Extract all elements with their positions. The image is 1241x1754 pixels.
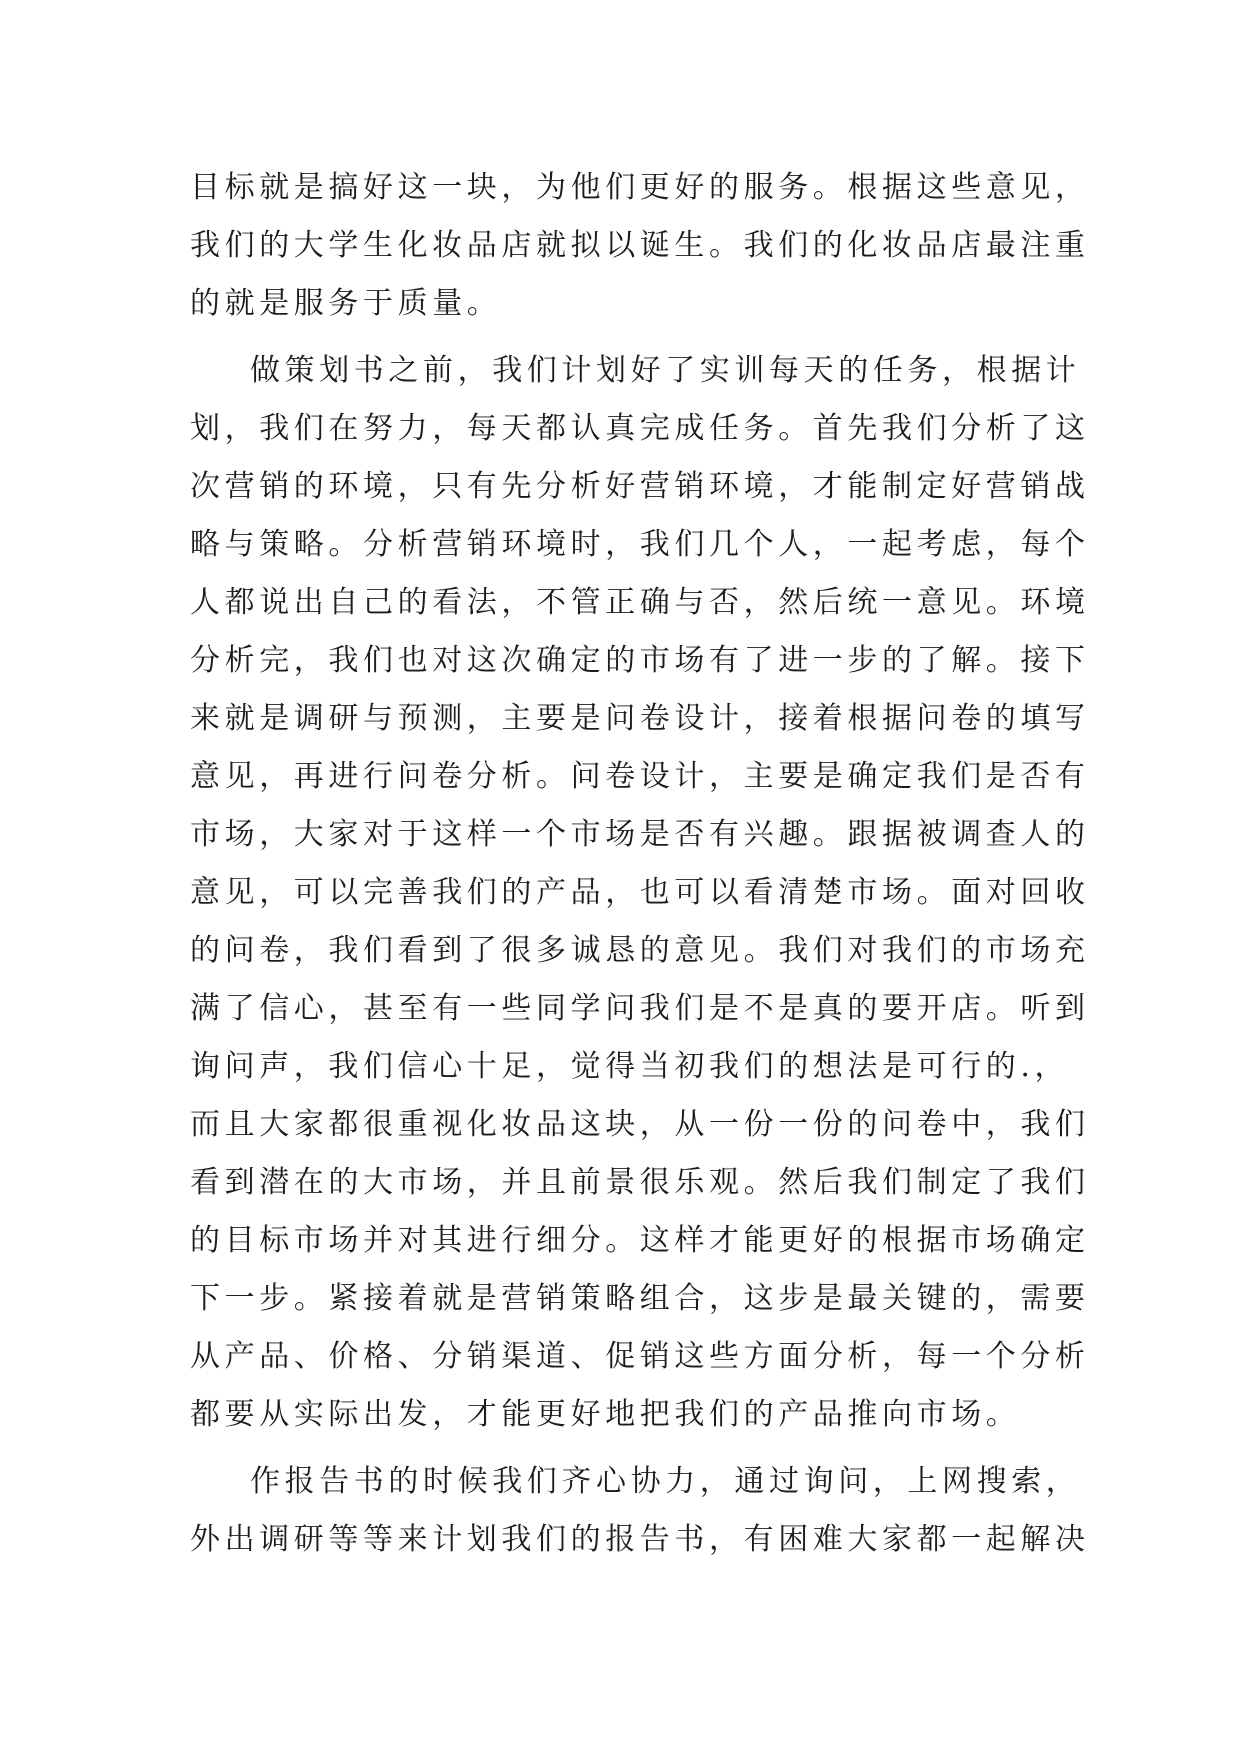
text-line: 的目标市场并对其进行细分。这样才能更好的根据市场确定	[190, 1223, 1090, 1258]
text-line: 做策划书之前，我们计划好了实训每天的任务，根据计	[250, 353, 1081, 388]
text-line: 询问声，我们信心十足，觉得当初我们的想法是可行的.，	[190, 1049, 1070, 1084]
text-line: 作报告书的时候我们齐心协力，通过询问，上网搜索，	[250, 1464, 1081, 1499]
text-line: 意见，可以完善我们的产品，也可以看清楚市场。面对回收	[190, 875, 1090, 910]
text-line: 外出调研等等来计划我们的报告书，有困难大家都一起解决	[190, 1522, 1090, 1557]
text-line: 意见，再进行问卷分析。问卷设计，主要是确定我们是否有	[190, 759, 1090, 794]
text-line: 市场，大家对于这样一个市场是否有兴趣。跟据被调查人的	[190, 817, 1090, 852]
text-line: 看到潜在的大市场，并且前景很乐观。然后我们制定了我们	[190, 1165, 1090, 1200]
paragraph-spacing	[190, 1444, 1060, 1453]
text-line: 来就是调研与预测，主要是问卷设计，接着根据问卷的填写	[190, 701, 1090, 736]
text-line: 的问卷，我们看到了很多诚恳的意见。我们对我们的市场充	[190, 933, 1090, 968]
text-line: 的就是服务于质量。	[190, 286, 502, 321]
text-line: 分析完，我们也对这次确定的市场有了进一步的了解。接下	[190, 643, 1090, 678]
text-line: 略与策略。分析营销环境时，我们几个人，一起考虑，每个	[190, 527, 1090, 562]
text-line: 满了信心，甚至有一些同学问我们是不是真的要开店。听到	[190, 991, 1090, 1026]
document-body	[190, 159, 1090, 1569]
text-line: 次营销的环境，只有先分析好营销环境，才能制定好营销战	[190, 469, 1090, 504]
paragraph-2	[190, 342, 1090, 1444]
text-line: 目标就是搞好这一块，为他们更好的服务。根据这些意见，	[190, 170, 1090, 205]
text-line: 划，我们在努力，每天都认真完成任务。首先我们分析了这	[190, 411, 1090, 446]
paragraph-3	[190, 1453, 1090, 1569]
text-line: 而且大家都很重视化妆品这块，从一份一份的问卷中，我们	[190, 1107, 1090, 1142]
paragraph-1	[190, 159, 1090, 333]
text-line: 都要从实际出发，才能更好地把我们的产品推向市场。	[190, 1397, 1021, 1432]
text-line: 人都说出自己的看法，不管正确与否，然后统一意见。环境	[190, 585, 1090, 620]
text-line: 下一步。紧接着就是营销策略组合，这步是最关键的，需要	[190, 1281, 1090, 1316]
text-line: 从产品、价格、分销渠道、促销这些方面分析，每一个分析	[190, 1339, 1090, 1374]
paragraph-spacing	[190, 333, 1060, 342]
text-line: 我们的大学生化妆品店就拟以诞生。我们的化妆品店最注重	[190, 228, 1090, 263]
